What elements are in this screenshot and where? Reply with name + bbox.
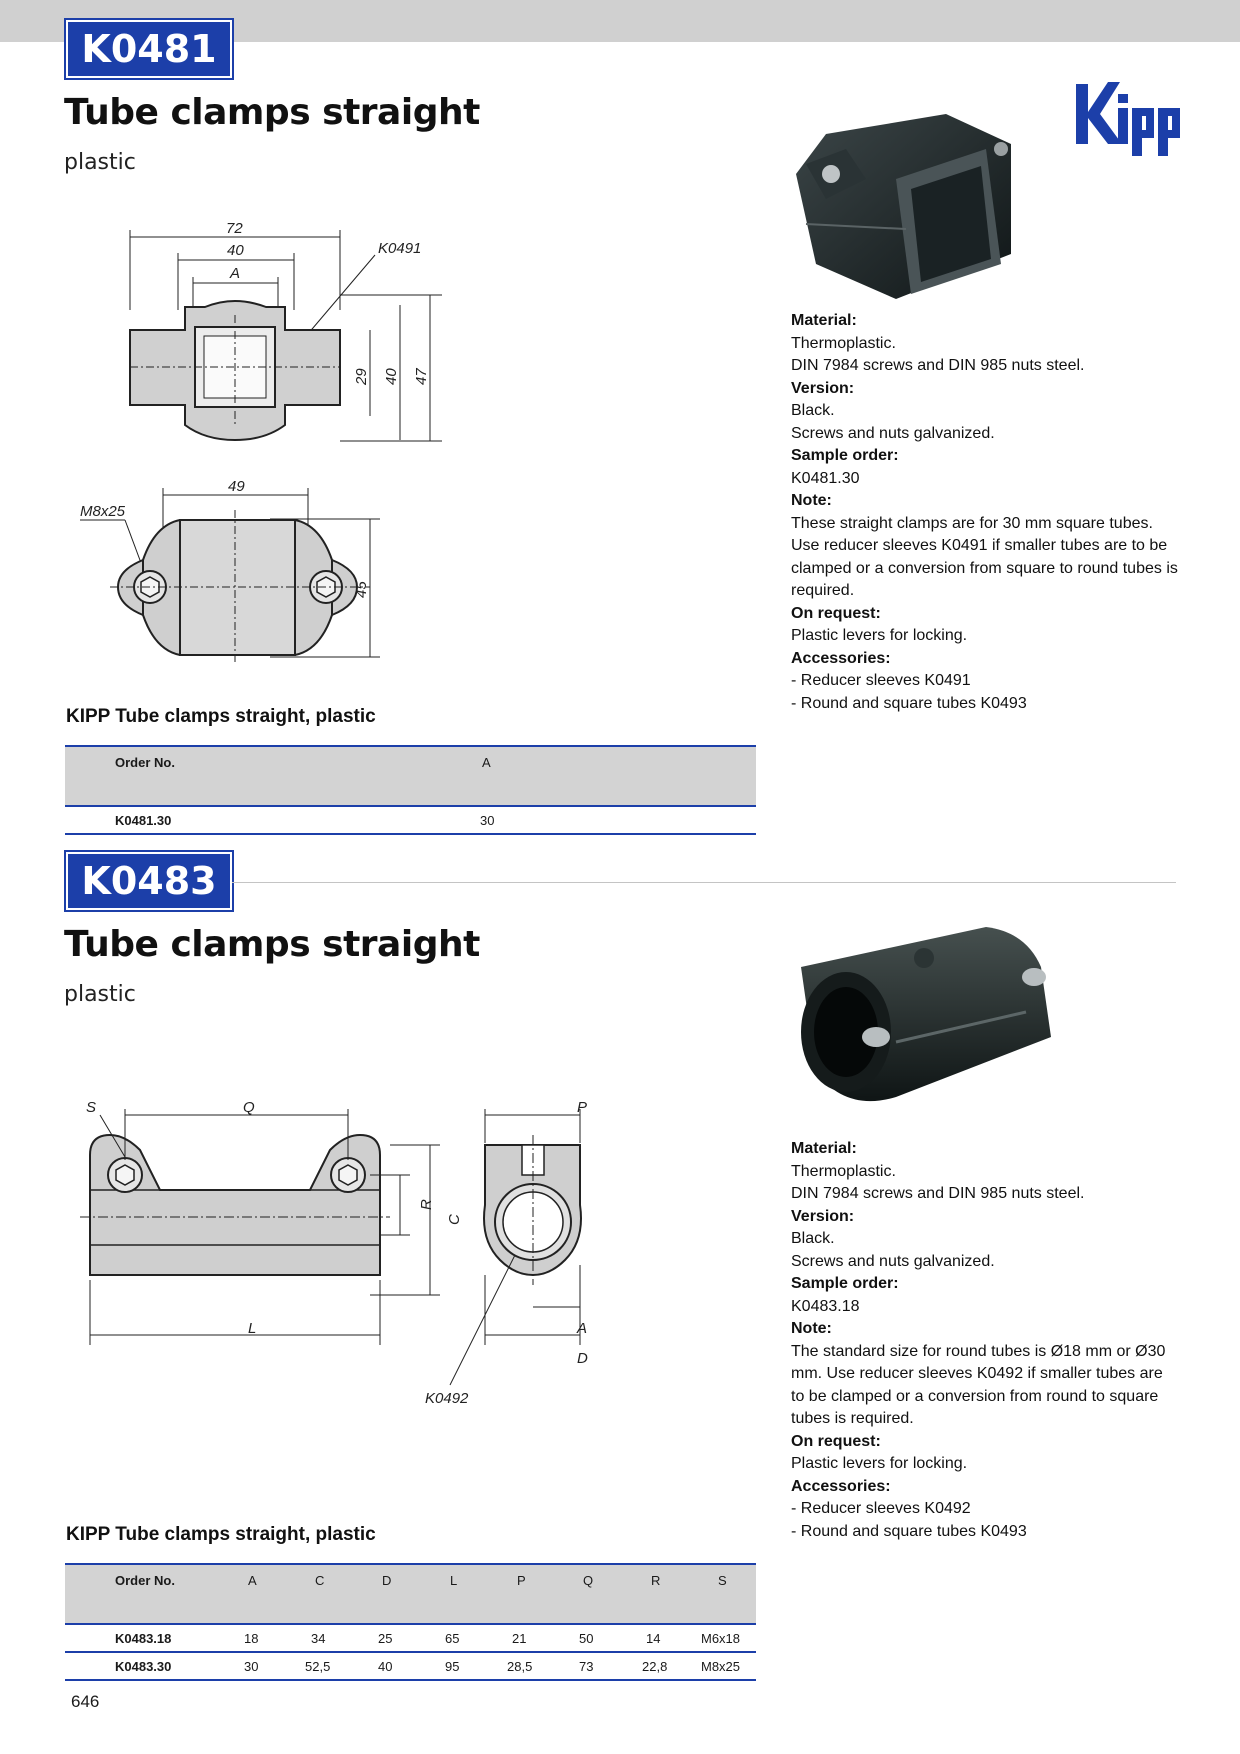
table-cell: 65 [445,1631,460,1646]
order-table [65,745,756,835]
table-cell: 50 [579,1631,594,1646]
table-cell: 95 [445,1659,460,1674]
table-cell: 40 [378,1659,393,1674]
table-cell: M6x18 [701,1631,741,1646]
table-cell: 30 [480,813,495,828]
column-header: L [450,1573,458,1588]
column-header: A [482,755,491,770]
column-header: A [248,1573,257,1588]
column-header: P [517,1573,526,1588]
info-block-material: Material: Thermoplastic. DIN 7984 screws and DIN 985 nuts steel. [791,312,1085,374]
table-header [65,1563,756,1625]
column-header: C [315,1573,325,1588]
dim-a: A [577,1320,588,1337]
table-header [65,745,756,807]
table-cell: K0483.30 [115,1659,172,1674]
dim-29: 29 [353,368,370,385]
page-number: 646 [71,1692,100,1711]
dim-p: P [577,1099,588,1116]
product-photo [786,104,1026,304]
dim-47: 47 [413,368,430,385]
dim-49: 49 [228,478,245,495]
table-row [65,807,756,835]
product-title: Tube clamps straight [64,924,480,965]
table-cell: 14 [646,1631,661,1646]
info-block-on-request: On request: Plastic levers for locking. [791,1432,968,1472]
product-title: Tube clamps straight [64,92,480,133]
dim-40-vertical: 40 [383,368,400,385]
table-title: KIPP Tube clamps straight, plastic [66,706,376,727]
technical-drawing [70,1095,670,1415]
dim-40: 40 [227,242,244,259]
info-block-on-request: On request: Plastic levers for locking. [791,604,968,644]
product-info [791,310,1181,715]
info-block-material: Material: Thermoplastic. DIN 7984 screws and DIN 985 nuts steel. [791,1140,1085,1202]
order-table [65,1563,756,1681]
info-block-version: Version: Black. Screws and nuts galvanized. [791,379,995,442]
technical-drawing [70,215,450,675]
ref-k0492: K0492 [425,1390,469,1407]
dim-72: 72 [226,220,243,237]
table-cell: 73 [579,1659,594,1674]
table-cell: M8x25 [701,1659,741,1674]
info-block-accessories: Accessories: - Reducer sleeves K0491 - Round and square tubes K0493 [791,649,1027,712]
dim-q: Q [243,1099,255,1116]
column-header: R [651,1573,661,1588]
table-cell: K0483.18 [115,1631,172,1646]
kipp-logo [1072,74,1184,158]
table-cell: 25 [378,1631,393,1646]
info-block-version: Version: Black. Screws and nuts galvanized. [791,1207,995,1270]
column-header: Order No. [115,755,175,770]
info-block-sample-order: Sample order: K0483.18 [791,1275,899,1315]
ref-k0491: K0491 [378,240,422,257]
table-cell: K0481.30 [115,813,172,828]
table-cell: 28,5 [507,1659,533,1674]
product-code-badge: K0483 [66,852,232,910]
dim-s: S [86,1099,97,1116]
product-info [791,1138,1181,1543]
info-block-sample-order: Sample order: K0481.30 [791,447,899,487]
dim-c: C [446,1214,463,1225]
section-divider [232,882,1176,883]
dim-a: A [230,265,241,282]
column-header: Order No. [115,1573,175,1588]
table-cell: 21 [512,1631,527,1646]
table-cell: 34 [311,1631,326,1646]
screw-label: M8x25 [80,503,126,520]
column-header: D [382,1573,392,1588]
table-cell: 22,8 [642,1659,668,1674]
dim-d: D [577,1350,588,1367]
info-block-note: Note: The standard size for round tubes is Ø18 mm or Ø30 mm. Use reducer sleeves K0492 if smaller tubes are to be clamped or a conversion from round to square tubes is required. [791,1320,1166,1427]
product-subtitle: plastic [64,150,136,175]
column-header: Q [583,1573,594,1588]
dim-r: R [418,1199,435,1210]
dim-45: 45 [353,581,370,598]
product-code-badge: K0481 [66,20,232,78]
dim-l: L [248,1320,257,1337]
column-header: S [718,1573,727,1588]
table-cell: 18 [244,1631,259,1646]
table-row [65,1653,756,1681]
table-row [65,1625,756,1653]
table-cell: 30 [244,1659,259,1674]
table-cell: 52,5 [305,1659,331,1674]
info-block-note: Note: These straight clamps are for 30 mm square tubes. Use reducer sleeves K0491 if smaller tubes are to be clamped or a conversion from square to round tubes is required. [791,492,1178,599]
product-photo [786,922,1066,1112]
table-title: KIPP Tube clamps straight, plastic [66,1524,376,1545]
product-subtitle: plastic [64,982,136,1007]
info-block-accessories: Accessories: - Reducer sleeves K0492 - Round and square tubes K0493 [791,1477,1027,1540]
